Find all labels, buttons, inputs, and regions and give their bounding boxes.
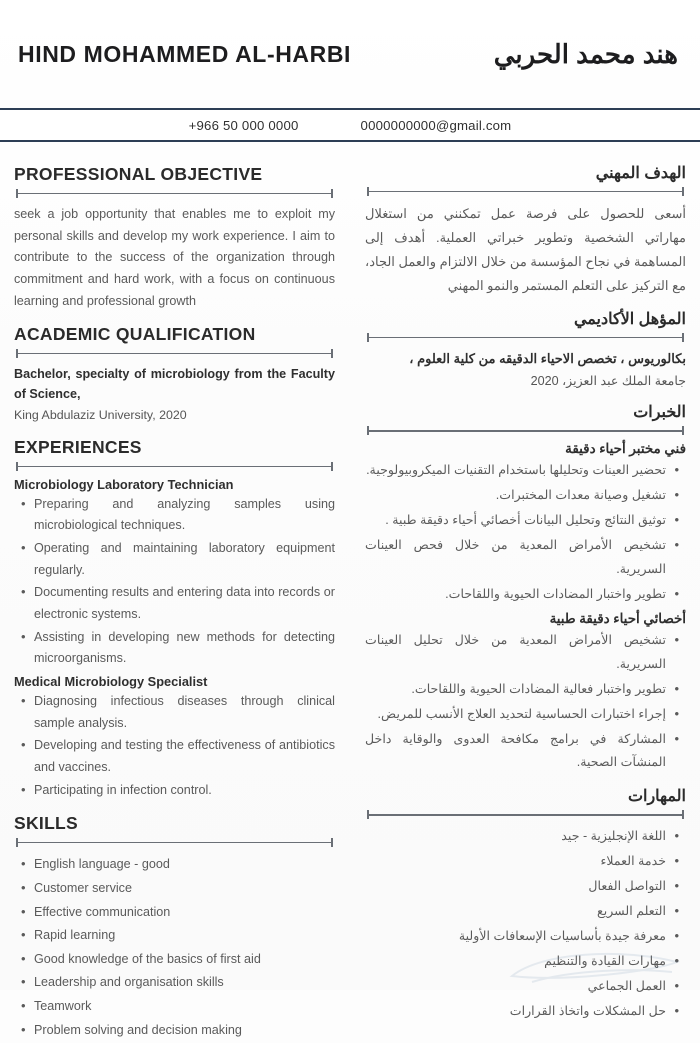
section-title-experiences-arabic: الخبرات <box>633 404 686 422</box>
list-item: • تحضير العينات وتحليلها باستخدام التقنيات الميكروبيولوجية. <box>365 459 666 483</box>
list-item: • Documenting results and entering data into records or electronic systems. <box>34 582 335 625</box>
list-item: • التواصل الفعال <box>365 875 666 899</box>
job-responsibility-list-arabic <box>365 629 686 776</box>
list-item: • Problem solving and decision making <box>34 1019 335 1042</box>
section-title-skills-arabic: المهارات <box>627 788 686 806</box>
divider-cap-left <box>367 810 369 819</box>
list-item: • Teamwork <box>34 995 335 1018</box>
contact-email: 0000000000@gmail.com <box>360 117 512 133</box>
list-item: • المشاركة في برامج مكافحة العدوى والوقاية داخل المنشآت الصحية. <box>365 728 666 776</box>
list-item: • Good knowledge of the basics of first aid <box>34 948 335 971</box>
divider-cap-left <box>16 462 18 471</box>
job-title-arabic: أخصائي أحياء دقيقة طبية <box>549 610 686 626</box>
divider-cap-left <box>367 333 369 342</box>
content-columns <box>0 142 700 1043</box>
section-title-experiences: EXPERIENCES <box>14 436 142 457</box>
list-item: • توثيق النتائج وتحليل البيانات أخصائي أحياء دقيقة طبية . <box>365 509 666 533</box>
section-divider <box>365 810 686 819</box>
section-divider <box>365 333 686 342</box>
english-column <box>14 152 335 1043</box>
divider-cap-left <box>16 838 18 847</box>
list-item: • تطوير واختبار المضادات الحيوية واللقاحات. <box>365 583 666 607</box>
divider-cap-right <box>682 333 684 342</box>
job-title: Medical Microbiology Specialist <box>14 674 208 690</box>
list-item: • Preparing and analyzing samples using microbiological techniques. <box>34 494 335 537</box>
list-item: • خدمة العملاء <box>365 850 666 874</box>
arabic-column <box>365 152 686 1043</box>
divider-cap-right <box>682 187 684 196</box>
candidate-name-english: HIND MOHAMMED AL-HARBI <box>18 40 352 67</box>
divider-cap-right <box>331 189 333 198</box>
list-item: • معرفة جيدة بأساسيات الإسعافات الأولية <box>365 925 666 949</box>
list-item: • Assisting in developing new methods for detecting microorganisms. <box>34 627 335 670</box>
academic-university: King Abdulaziz University, 2020 <box>14 407 187 422</box>
job-responsibility-list <box>14 691 335 801</box>
list-item: • حل المشكلات واتخاذ القرارات <box>365 1000 666 1024</box>
list-item: • Operating and maintaining laboratory equipment regularly. <box>34 538 335 581</box>
section-divider <box>14 838 335 847</box>
list-item: • Diagnosing infectious diseases through clinical sample analysis. <box>34 691 335 734</box>
list-item: • اللغة الإنجليزية - جيد <box>365 825 666 849</box>
list-item: • تطوير واختبار فعالية المضادات الحيوية واللقاحات. <box>365 678 666 702</box>
list-item: • English language - good <box>34 853 335 876</box>
skills-list-arabic <box>365 825 686 1023</box>
list-item: • تشخيص الأمراض المعدية من خلال فحص العينات السريرية. <box>365 534 666 582</box>
section-title-professional-objective: PROFESSIONAL OBJECTIVE <box>14 164 263 184</box>
skills-list <box>14 853 335 1041</box>
divider-cap-right <box>331 838 333 847</box>
section-divider <box>14 349 335 358</box>
divider-cap-right <box>682 426 684 435</box>
list-item: • العمل الجماعي <box>365 975 666 999</box>
divider-cap-right <box>682 810 684 819</box>
list-item: • Developing and testing the effectiveness of antibiotics and vaccines. <box>34 735 335 778</box>
divider-cap-left <box>367 187 369 196</box>
section-title-skills: SKILLS <box>14 813 79 834</box>
section-divider <box>365 426 686 435</box>
academic-degree-arabic: بكالوريوس ، تخصص الاحياء الدقيقه من كلية العلوم ، <box>409 351 686 367</box>
divider-cap-left <box>16 349 18 358</box>
list-item: • تشغيل وصيانة معدات المختبرات. <box>365 484 666 508</box>
divider-cap-right <box>331 462 333 471</box>
list-item: • تشخيص الأمراض المعدية من خلال تحليل العينات السريرية. <box>365 629 666 677</box>
contact-phone: +966 50 000 0000 <box>188 117 299 133</box>
resume-header <box>0 0 700 108</box>
job-title: Microbiology Laboratory Technician <box>14 476 234 492</box>
section-title-professional-objective-arabic: الهدف المهني <box>595 165 686 182</box>
divider-cap-left <box>367 426 369 435</box>
list-item: • مهارات القيادة والتنظيم <box>365 950 666 974</box>
section-divider <box>14 462 335 471</box>
academic-degree: Bachelor, specialty of microbiology from the Faculty of Science, <box>14 367 335 402</box>
section-divider <box>365 187 686 196</box>
academic-university-arabic: جامعة الملك عبد العزيز، 2020 <box>530 373 686 388</box>
professional-objective-text-arabic: أسعى للحصول على فرصة عمل تمكنني من استغلال مهاراتي الشخصية وتطوير خبراتي العملية. أهدف إلى المساهمة في نجاح المؤسسة من خلال الالتزام والعمل الجاد، مع التركيز على التعلم المستمر والنمو المهني <box>365 206 686 294</box>
list-item: • Participating in infection control. <box>34 780 335 802</box>
list-item: • إجراء اختبارات الحساسية لتحديد العلاج الأنسب للمريض. <box>365 703 666 727</box>
section-divider <box>14 189 335 198</box>
job-responsibility-list <box>14 494 335 670</box>
professional-objective-text: seek a job opportunity that enables me to exploit my personal skills and develop my work experience. I aim to contribute to the success of the organization through commitment and hard work, with a focus on continuous learning and professional growth <box>14 206 335 308</box>
section-title-academic-qualification: ACADEMIC QUALIFICATION <box>14 324 256 345</box>
candidate-name-arabic: هند محمد الحربي <box>493 38 678 69</box>
divider-cap-left <box>16 189 18 198</box>
job-responsibility-list-arabic <box>365 459 686 607</box>
list-item: • Effective communication <box>34 901 335 924</box>
list-item: • التعلم السريع <box>365 900 666 924</box>
divider-cap-right <box>331 349 333 358</box>
list-item: • Leadership and organisation skills <box>34 971 335 994</box>
contact-bar <box>0 108 700 142</box>
job-title-arabic: فني مختبر أحياء دقيقة <box>565 441 686 457</box>
section-title-academic-qualification-arabic: المؤهل الأكاديمي <box>573 311 686 329</box>
list-item: • Customer service <box>34 877 335 900</box>
list-item: • Rapid learning <box>34 924 335 947</box>
